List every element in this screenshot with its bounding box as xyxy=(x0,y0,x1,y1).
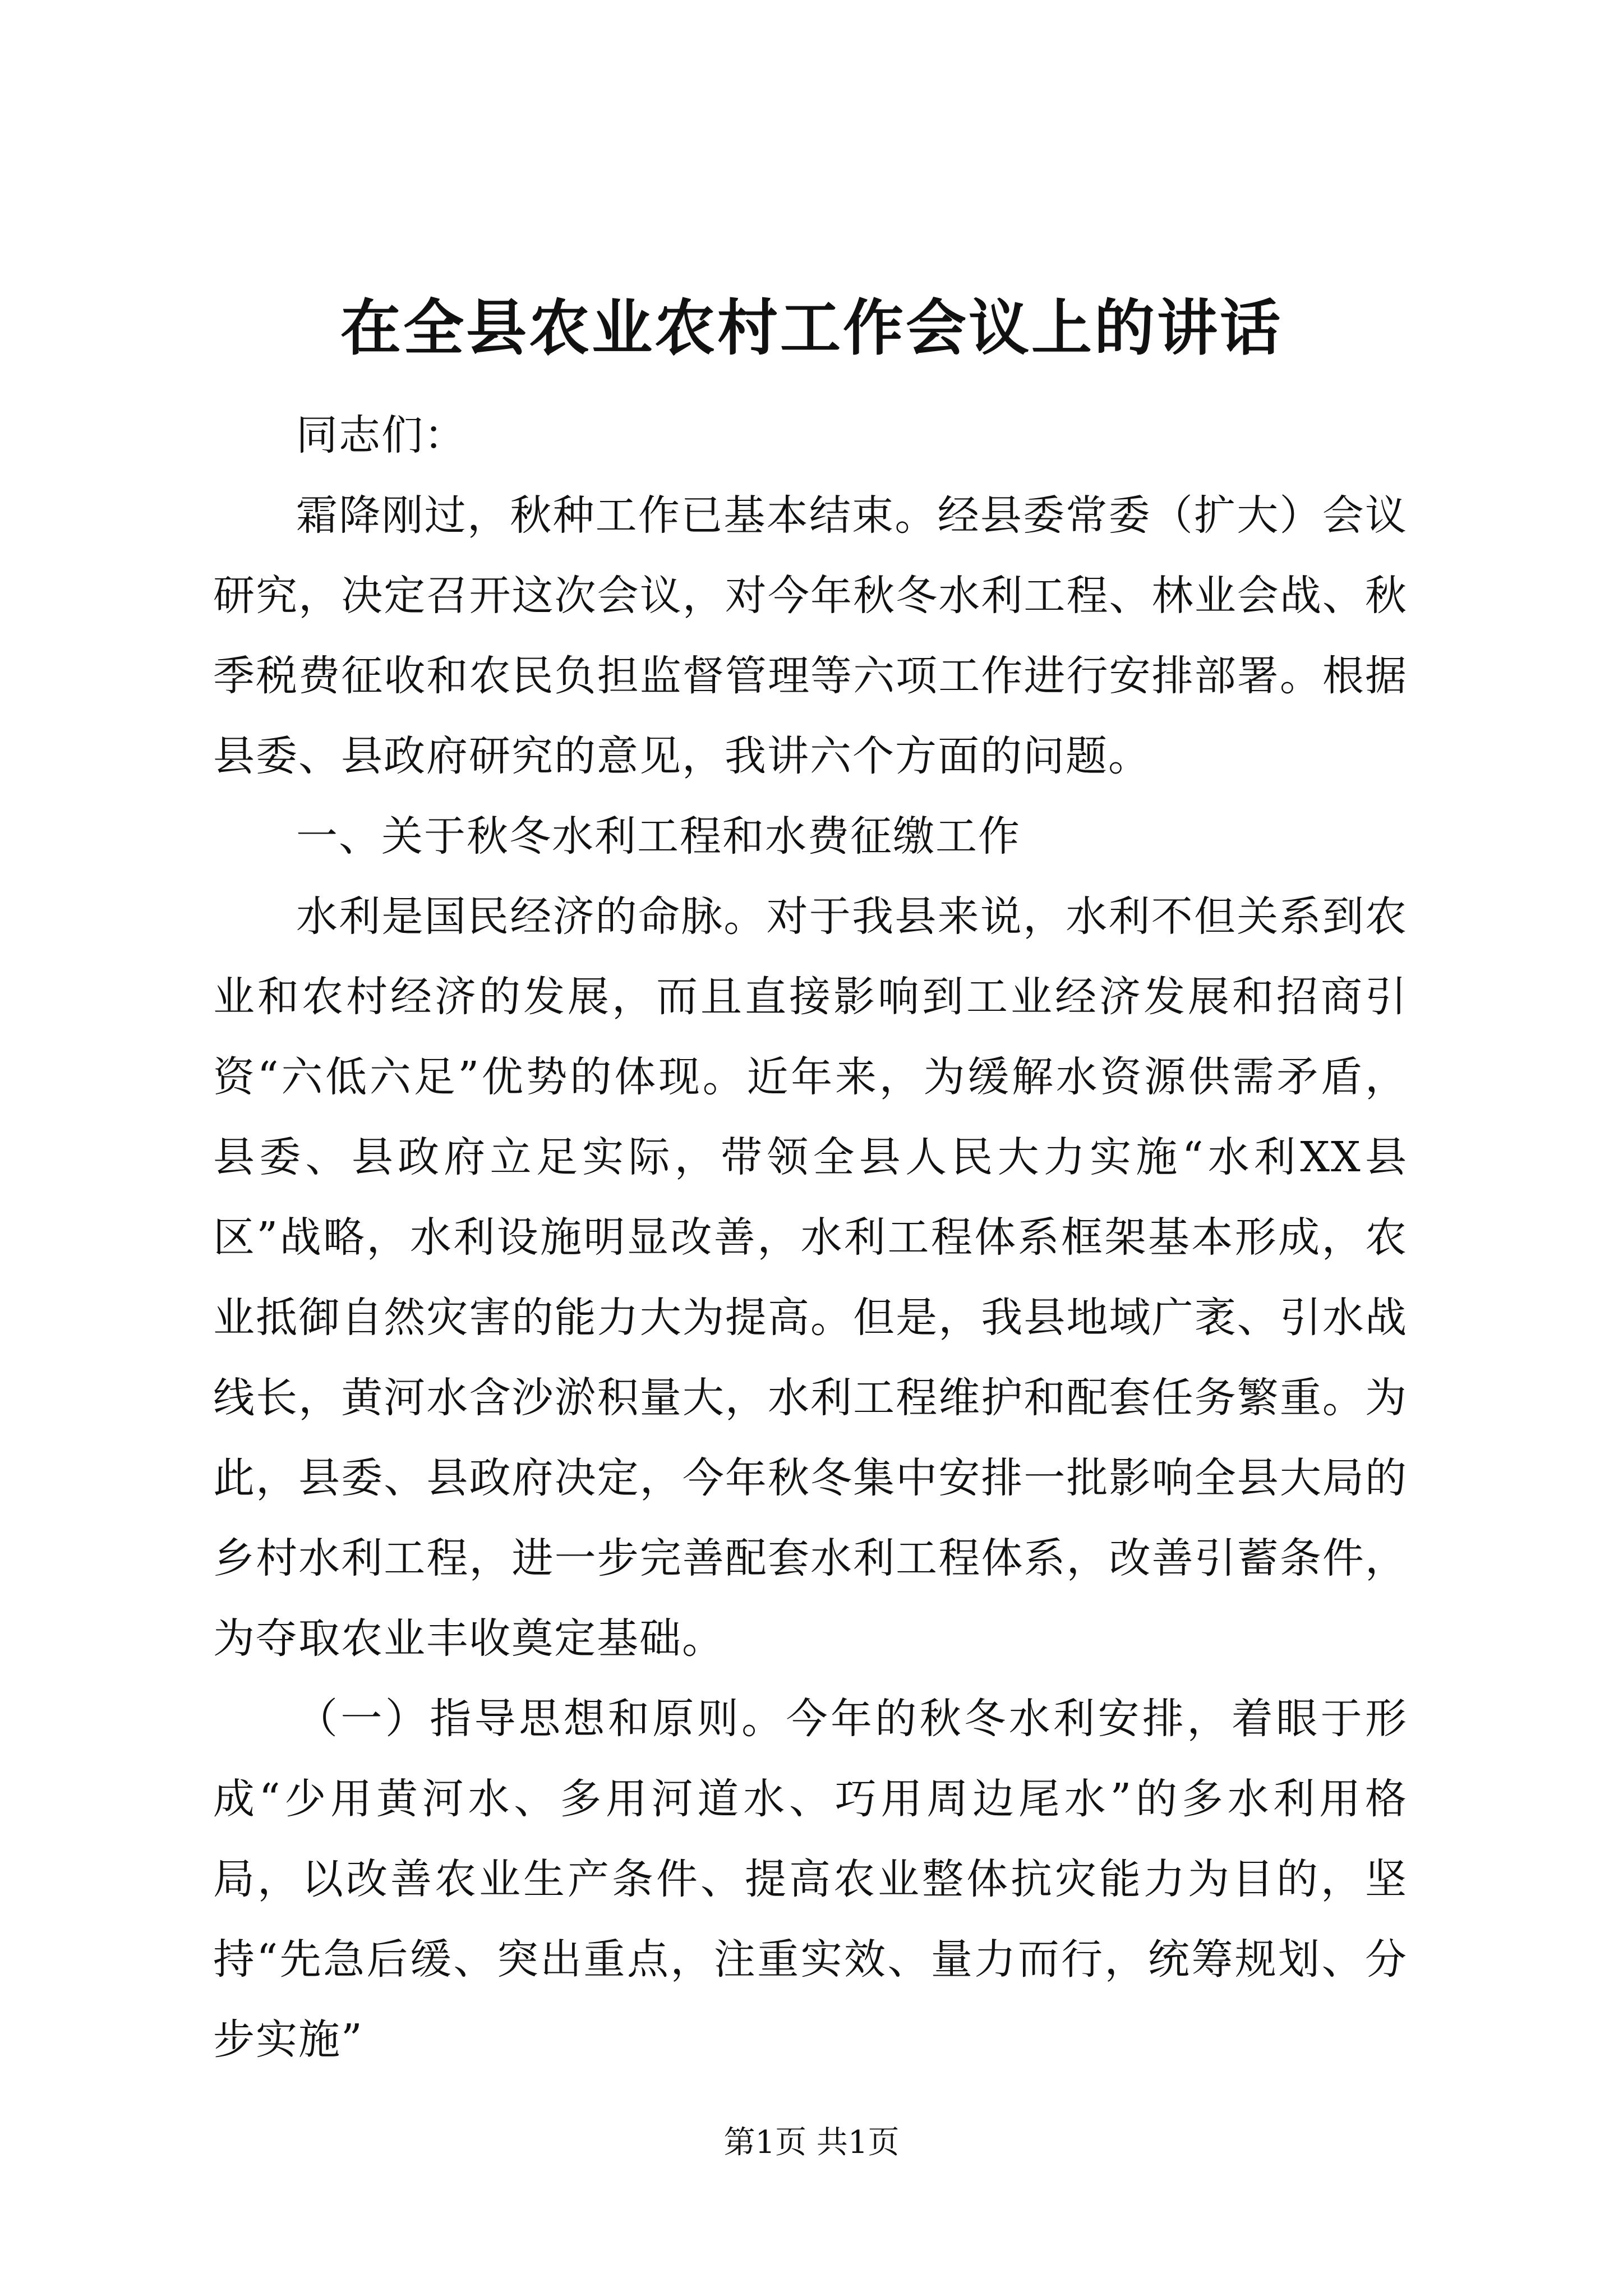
body-paragraph: 水利是国民经济的命脉。对于我县来说，水利不但关系到农业和农村经济的发展，而且直接影响到工业经济发展和招商引资“六低六足”优势的体现。近年来，为缓解水资源供需矛盾，县委、县政府立足实际，带领全县人民大力实施“水利XX县区”战略，水利设施明显改善，水利工程体系框架基本形成，农业抵御自然灾害的能力大为提高。但是，我县地域广袤、引水战线长，黄河水含沙淤积量大，水利工程维护和配套任务繁重。为此，县委、县政府决定，今年秋冬集中安排一批影响全县大局的乡村水利工程，进一步完善配套水利工程体系，改善引蓄条件，为夺取农业丰收奠定基础。 xyxy=(213,892,1408,1663)
document-title: 在全县农业农村工作会议上的讲话 xyxy=(340,293,1283,364)
document-body xyxy=(213,395,1408,2080)
intro-paragraph: 霜降刚过，秋种工作已基本结束。经县委常委（扩大）会议研究，决定召开这次会议，对今年秋冬水利工程、林业会战、秋季税费征收和农民负担监督管理等六项工作进行安排部署。根据县委、县政府研究的意见，我讲六个方面的问题。 xyxy=(213,491,1408,780)
page-number-footer: 第1页 共1页 xyxy=(723,2124,900,2161)
salutation-paragraph: 同志们： xyxy=(296,411,467,459)
subsection-paragraph: （一）指导思想和原则。今年的秋冬水利安排，着眼于形成“少用黄河水、多用河道水、巧用周边尾水”的多水利用格局，以改善农业生产条件、提高农业整体抗灾能力为目的，坚持“先急后缓、突出重点，注重实效、量力而行，统筹规划、分步实施” xyxy=(213,1695,1408,2064)
section-heading: 一、关于秋冬水利工程和水费征缴工作 xyxy=(296,812,1021,861)
